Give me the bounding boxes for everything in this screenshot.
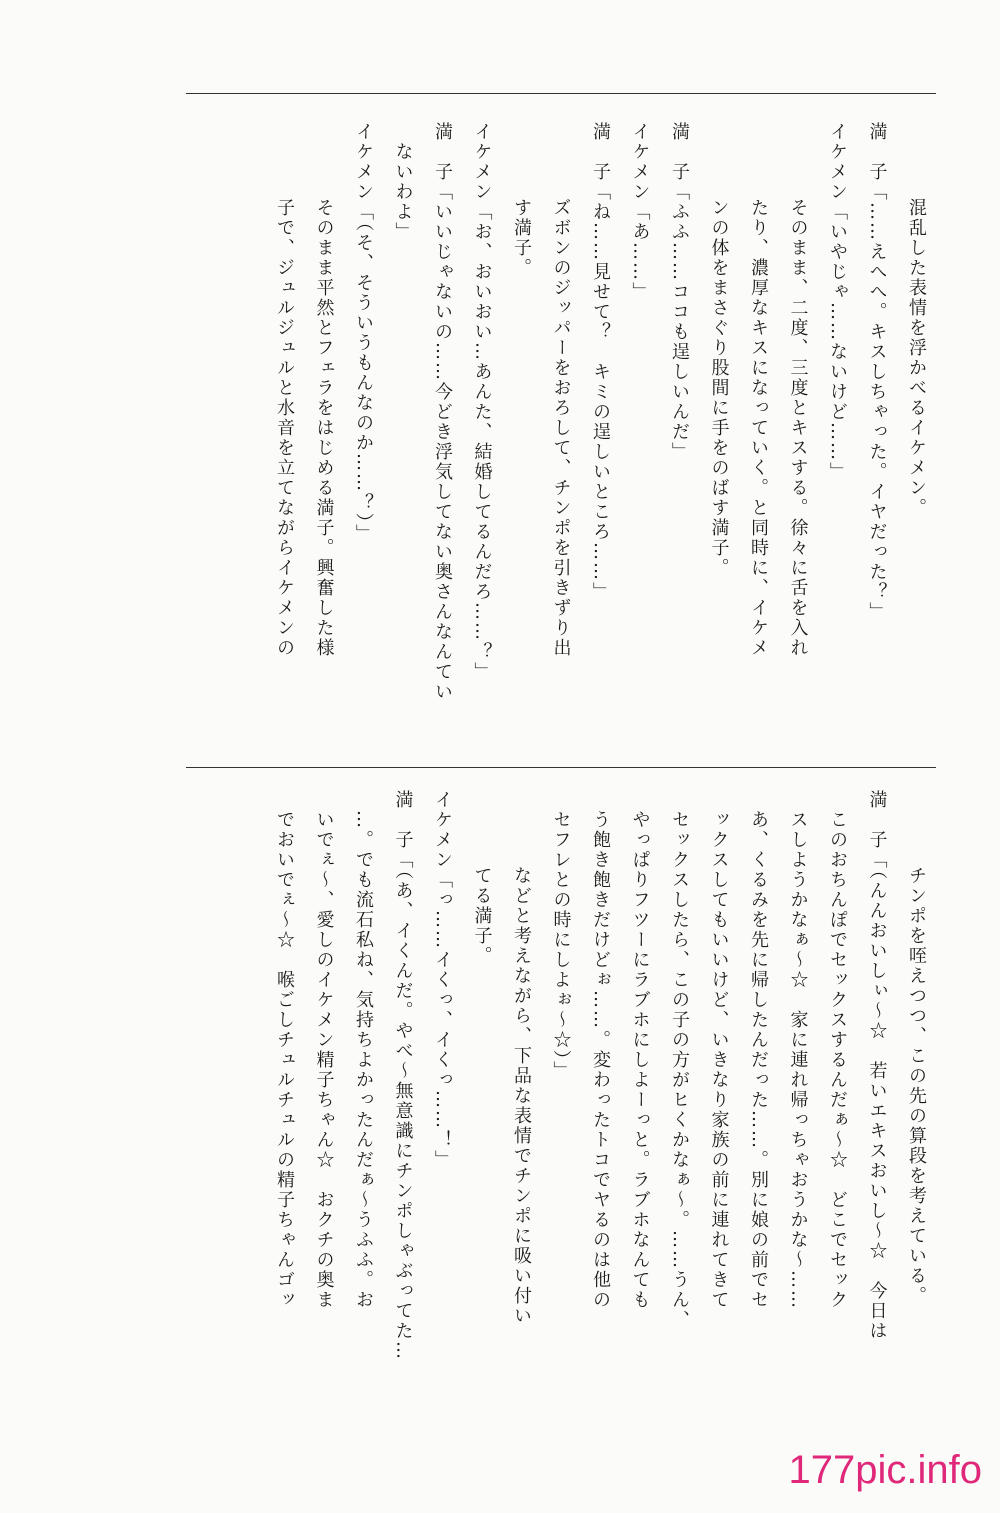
text-line: 満 子「ふふ……ココも逞しいんだ」 bbox=[669, 122, 690, 462]
text-line: ンの体をまさぐり股間に手をのばす満子。 bbox=[708, 198, 730, 578]
text-line: このおちんぽでセックスするんだぁ～☆ どこでセック bbox=[827, 810, 848, 1310]
text-line: あ、くるみを先に帰したんだった……。別に娘の前でセ bbox=[748, 810, 769, 1310]
text-line: そのまま平然とフェラをはじめる満子。興奮した様 bbox=[313, 198, 335, 658]
text-line: 満 子「（んんおいしぃ～☆ 若いエキスおいし～☆ 今日は bbox=[866, 790, 888, 1341]
text-line: 満 子「……えへへ。キスしちゃった。イヤだった？」 bbox=[866, 122, 888, 622]
text-line: す満子。 bbox=[511, 198, 532, 278]
text-line: たり、濃厚なキスになっていく。と同時に、イケメ bbox=[748, 198, 769, 658]
vertical-text-columns bbox=[186, 122, 936, 742]
text-line: う飽き飽きだけどぉ……。変わったトコでヤるのは他の bbox=[590, 810, 611, 1310]
text-line: やっぱりフツーにラブホにしよーっと。ラブホなんても bbox=[629, 810, 651, 1310]
text-line: …。でも流石私ね、気持ちよかったんだぁ～うふふ。お bbox=[353, 810, 374, 1310]
text-line: チンポを咥えつつ、この先の算段を考えている。 bbox=[906, 866, 927, 1306]
text-line: ないわよ」 bbox=[392, 142, 414, 242]
text-line: などと考えながら、下品な表情でチンポに吸い付い bbox=[511, 866, 532, 1326]
text-line: セックスしたら、この子の方がヒくかなぁ～。……うん、 bbox=[669, 810, 690, 1330]
middle-rule bbox=[186, 767, 936, 768]
text-line: セフレとの時にしよぉ～☆）」 bbox=[550, 810, 572, 1081]
text-line: イケメン「（そ、そういうもんなのか……？）」 bbox=[353, 122, 374, 544]
text-line: 子で、ジュルジュルと水音を立てながらイケメンの bbox=[274, 198, 295, 658]
text-line: 満 子「ね……見せて？ キミの逞しいところ……」 bbox=[590, 122, 611, 602]
text-section-2 bbox=[186, 790, 936, 1450]
text-line: 混乱した表情を浮かべるイケメン。 bbox=[906, 198, 927, 518]
text-line: イケメン「あ……」 bbox=[629, 122, 651, 302]
text-line: 満 子「（あ、イくんだ。やべ～無意識にチンポしゃぶってた… bbox=[392, 790, 414, 1361]
text-line: そのまま、二度、三度とキスする。徐々に舌を入れ bbox=[787, 198, 809, 658]
text-line: イケメン「お、おいおい…あんた、結婚してるんだろ……？」 bbox=[471, 122, 493, 682]
text-line: ズボンのジッパーをおろして、チンポを引きずり出 bbox=[550, 198, 572, 658]
text-line: 満 子「いいじゃないの……今どき浮気してない奥さんなんてい bbox=[432, 122, 453, 702]
text-section-1 bbox=[186, 122, 936, 742]
text-line: いでぇ～、愛しのイケメン精子ちゃん☆ おクチの奥ま bbox=[313, 810, 335, 1310]
watermark: 177pic.info bbox=[788, 1448, 982, 1492]
text-line: てる満子。 bbox=[471, 866, 493, 966]
text-line: ックスしてもいいけど、いきなり家族の前に連れてきて bbox=[708, 810, 730, 1310]
vertical-text-columns bbox=[186, 790, 936, 1450]
text-line: でおいでぇ～☆ 喉ごしチュルチュルの精子ちゃんゴッ bbox=[274, 810, 295, 1310]
text-line: スしようかなぁ～☆ 家に連れ帰っちゃおうかな～…… bbox=[787, 810, 809, 1310]
text-line: イケメン「いやじゃ……ないけど……」 bbox=[827, 122, 848, 482]
top-rule bbox=[186, 93, 936, 94]
text-line: イケメン「っ……イくっ、イくっ……！」 bbox=[432, 790, 453, 1170]
